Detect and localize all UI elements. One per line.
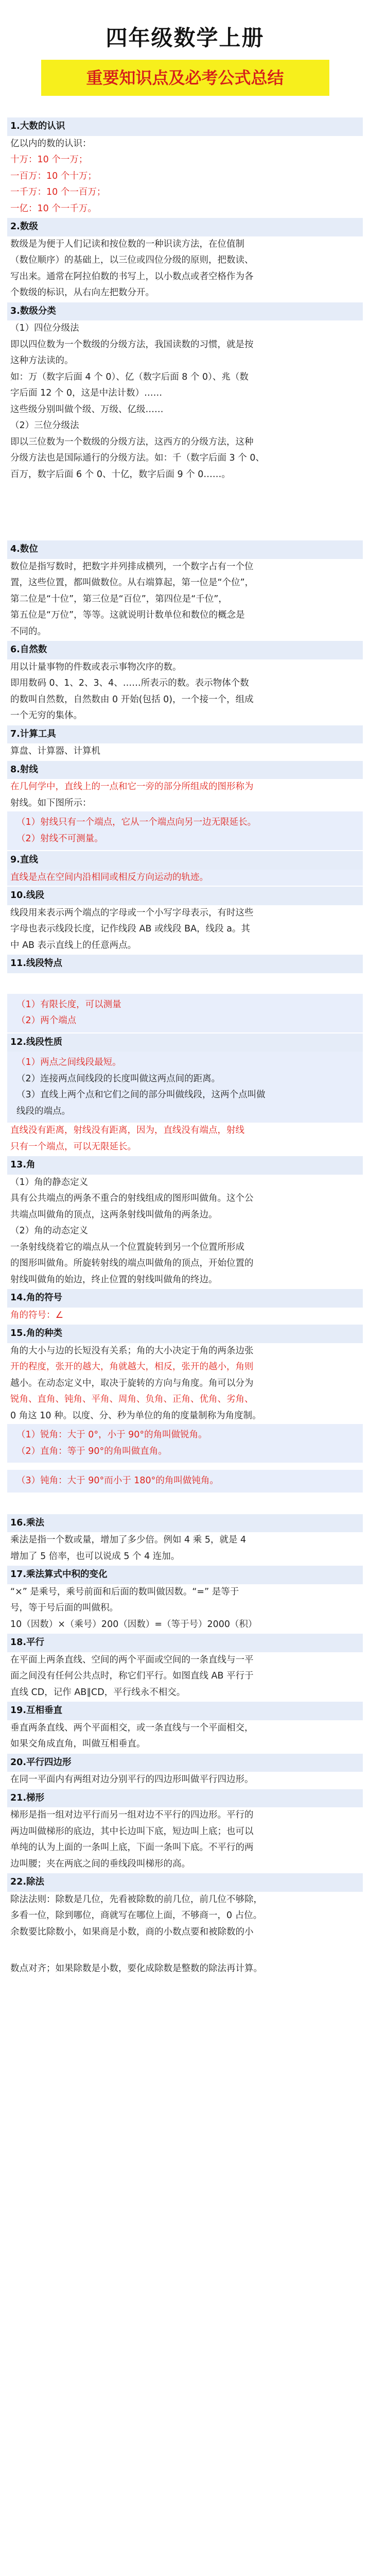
text-line: 在几何学中，直线上的一点和它一旁的部分所组成的图形称为	[10, 782, 254, 792]
text-line: 算盘、计算器、计算机	[10, 746, 100, 756]
text-line: 锐角、直角、钝角、平角、周角、负角、正角、优角、劣角、	[10, 1394, 254, 1404]
highlight-box	[7, 1052, 363, 1123]
text-line: 即以四位数为一个数级的分级方法，我国读数的习惯，就是按	[10, 339, 254, 350]
text-line: 第二位是“十位”，第三位是“百位”，第四位是“千位”，	[10, 594, 227, 604]
text-line: 字母也表示线段长度，记作线段 AB 或线段 BA，线段 a。其	[10, 924, 250, 934]
section-heading: 22.除法	[7, 1873, 363, 1892]
text-line: 余数要比除数小，如果商是小数，商的小数点要和被除数的小	[10, 1926, 254, 1937]
blank-space	[7, 973, 363, 994]
text-line: “×” 是乘号，乘号前面和后面的数叫做因数。“=” 是等于	[10, 1586, 239, 1597]
footer-text: 数点对齐；如果除数是小数，要化成除数是整数的除法再计算。	[10, 1963, 262, 1974]
text-line: 一亿：10 个一千万。	[10, 203, 97, 214]
text-line: （1）有限长度，可以测量	[16, 999, 121, 1010]
text-line: 即用数码 0、1、2、3、4、……所表示的数。表示物体个数	[10, 678, 249, 688]
text-line: 分级方法也是国际通行的分级方法。如：千（数字后面 3 个 0、	[10, 453, 265, 463]
section-heading: 15.角的种类	[7, 1325, 363, 1343]
highlight-box	[7, 994, 363, 1032]
text-line: 这种方法读的。	[10, 355, 74, 366]
text-line: 数位是指写数时，把数字并列排成横列，一个数字占有一个位	[10, 561, 254, 572]
text-line: 一百万：10 个十万；	[10, 171, 97, 181]
text-line: 边叫腰；夹在两底之间的垂线段叫梯形的高。	[10, 1858, 190, 1869]
subheading: （2）三位分级法	[10, 420, 79, 431]
text-line: 单纯的认为上面的一条叫上底，下面一条叫下底。不平行的两	[10, 1842, 254, 1853]
blank-space	[7, 1493, 363, 1513]
highlight-box	[7, 1424, 363, 1463]
text-line: 10（因数）×（乘号）200（因数）=（等于号）2000（积）	[10, 1619, 257, 1630]
text-line: （2）两个端点	[16, 1015, 77, 1026]
text-line: 百万，数字后面 6 个 0、十亿，数字后面 9 个 0……。	[10, 469, 231, 480]
section-heading: 13.角	[7, 1156, 363, 1175]
text-line: 字后面 12 个 0，这是中法计数）……	[10, 388, 163, 398]
section-heading: 8.射线	[7, 761, 363, 779]
text-line: 射线叫做角的始边，终止位置的射线叫做角的终边。	[10, 1274, 218, 1285]
subheading: （1）四位分级法	[10, 323, 79, 333]
blank-space	[7, 1940, 363, 1961]
section-heading: 9.直线	[7, 851, 363, 870]
section-heading: 1.大数的认识	[7, 117, 363, 136]
text-line: （2）连接两点间线段的长度叫做这两点间的距离。	[16, 1073, 221, 1084]
text-line: 这些级分别叫做个级、万级、亿级……	[10, 404, 164, 415]
text-line: 写出来。通常在阿拉伯数的书写上，以小数点或者空格作为各	[10, 271, 254, 282]
text-line: 个数级的标识，从右向左把数分开。	[10, 287, 154, 298]
text-line: （2）直角：等于 90°的角叫做直角。	[16, 1446, 167, 1456]
text-line: 多看一位，除到哪位，商就写在哪位上面，不够商一，0 占位。	[10, 1910, 262, 1921]
text-line: 一千万：10 个一百万；	[10, 187, 106, 197]
text-line: 用以计量事物的件数或表示事物次序的数。	[10, 662, 182, 672]
text-line: （1）锐角：大于 0°，小于 90°的角叫做锐角。	[16, 1430, 207, 1440]
text-line: 角的符号：∠	[10, 1310, 64, 1320]
text-line: 一个无穷的集体。	[10, 710, 82, 721]
text-line: （1）射线只有一个端点，它从一个端点向另一边无限延长。	[16, 817, 257, 827]
blank-space	[7, 1463, 363, 1470]
text-line: 的数叫自然数，自然数由 0 开始(包括 0)，一个接一个，组成	[10, 694, 254, 705]
text-line: 增加了 5 倍率，也可以说成 5 个 4 连加。	[10, 1551, 180, 1562]
section-heading: 21.梯形	[7, 1789, 363, 1808]
text-line: 置，这些位置，都叫做数位。从右端算起，第一位是“个位”，	[10, 578, 254, 588]
text-line: 不同的。	[10, 626, 46, 637]
text-line: 十万：10 个一万；	[10, 155, 88, 165]
text-line: （2）射线不可测量。	[16, 833, 103, 844]
section-heading: 14.角的符号	[7, 1289, 363, 1308]
text-line: 亿以内的数的认识：	[10, 138, 92, 149]
text-line: 如果交角成直角，叫做互相垂直。	[10, 1739, 146, 1749]
section-heading: 20.平行四边形	[7, 1754, 363, 1772]
text-line: 线段用来表示两个端点的字母或一个小写字母表示，有时这些	[10, 907, 254, 918]
text-line: （3）直线上两个点和它们之间的部分叫做线段，这两个点叫做	[16, 1090, 266, 1100]
text-line: 面之间没有任何公共点时，称它们平行。如图直线 AB 平行于	[10, 1671, 254, 1681]
section-heading: 18.平行	[7, 1634, 363, 1652]
text-line: 开的程度，张开的越大，角就越大，相反，张开的越小，角则	[10, 1362, 254, 1372]
highlight-box	[7, 1470, 363, 1493]
text-line: 两边叫做梯形的底边，其中长边叫下底，短边叫上底；也可以	[10, 1826, 254, 1837]
section-heading: 10.线段	[7, 887, 363, 905]
text-line: 共端点叫做角的顶点，这两条射线叫做角的两条边。	[10, 1209, 218, 1220]
text-line: 即以三位数为一个数级的分级方法，这西方的分级方法，这种	[10, 436, 254, 447]
text-line: 第五位是“万位”，等等。这就说明计数单位和数位的概念是	[10, 610, 245, 620]
section-heading: 17.乘法算式中积的变化	[7, 1566, 363, 1584]
text-line: 数级是为便于人们记读和按位数的一种识读方法，在位值制	[10, 239, 244, 249]
subheading: （1）角的静态定义	[10, 1177, 89, 1188]
section-heading: 7.计算工具	[7, 725, 363, 744]
section-heading: 3.数级分类	[7, 302, 363, 321]
text-line: 的图形叫做角。所旋转射线的端点叫做角的顶点，开始位置的	[10, 1258, 254, 1268]
text-line: 射线。如下图所示：	[10, 798, 92, 808]
section-heading: 4.数位	[7, 540, 363, 559]
page-title: 四年级数学上册	[105, 25, 265, 50]
section-heading: 19.互相垂直	[7, 1702, 363, 1720]
section-heading: 11.线段特点	[7, 955, 363, 973]
text-line: （数位顺序）的基础上，以三位或四位分级的原则，把数读、	[10, 255, 254, 265]
text-line: 号，等于号后面的叫做积。	[10, 1603, 118, 1613]
text-line: 一条射线绕着它的端点从一个位置旋转到另一个位置所形成	[10, 1242, 244, 1252]
text-line: 如：万（数字后面 4 个 0）、亿（数字后面 8 个 0）、兆（数	[10, 371, 249, 382]
section-heading: 16.乘法	[7, 1514, 363, 1533]
text-line: 0 角这 10 种。以度、分、秒为单位的角的度量制称为角度制。	[10, 1410, 261, 1421]
text-line: 乘法是指一个数或量，增加了多少倍。例如 4 乘 5，就是 4	[10, 1535, 246, 1545]
text-line: 梯形是指一组对边平行而另一组对边不平行的四边形。平行的	[10, 1810, 254, 1820]
text-line: 线段的端点。	[16, 1106, 71, 1116]
section-heading: 6.自然数	[7, 641, 363, 659]
text-line: 在平面上两条直线、空间的两个平面或空间的一条直线与一平	[10, 1654, 254, 1665]
subheading: （2）角的动态定义	[10, 1226, 89, 1236]
text-line: 角的大小与边的长短没有关系；角的大小决定于角的两条边张	[10, 1345, 254, 1356]
text-line: 直线是点在空间内沿相同或相反方向运动的轨迹。	[7, 870, 363, 886]
subtitle-banner: 重要知识点及必考公式总结	[41, 60, 329, 96]
text-line: 直线 CD，记作 AB∥CD，平行线永不相交。	[10, 1687, 186, 1698]
text-line: 除法法则：除数是几位，先看被除数的前几位，前几位不够除，	[10, 1894, 262, 1905]
blank-space	[7, 483, 363, 539]
text-line: （1）两点之间线段最短。	[16, 1057, 121, 1067]
text-line: 越小。在动态定义中，取决于旋转的方向与角度。角可以分为	[10, 1378, 254, 1388]
text-line: 在同一平面内有两组对边分别平行的四边形叫做平行四边形。	[10, 1774, 254, 1785]
text-line: 垂直两条直线、两个平面相交，或一条直线与一个平面相交，	[10, 1722, 254, 1733]
text-line: 直线没有距离，射线没有距离，因为，直线没有端点，射线	[10, 1125, 244, 1136]
text-line: 具有公共端点的两条不重合的射线组成的图形叫做角。这个公	[10, 1193, 254, 1204]
text-line: （3）钝角：大于 90°而小于 180°的角叫做钝角。	[16, 1476, 219, 1486]
section-heading: 2.数级	[7, 218, 363, 236]
text-line: 只有一个端点，可以无限延长。	[10, 1141, 136, 1152]
text-line: 中 AB 表示直线上的任意两点。	[10, 940, 137, 951]
section-heading: 12.线段性质	[7, 1033, 363, 1052]
highlight-box	[7, 811, 363, 850]
